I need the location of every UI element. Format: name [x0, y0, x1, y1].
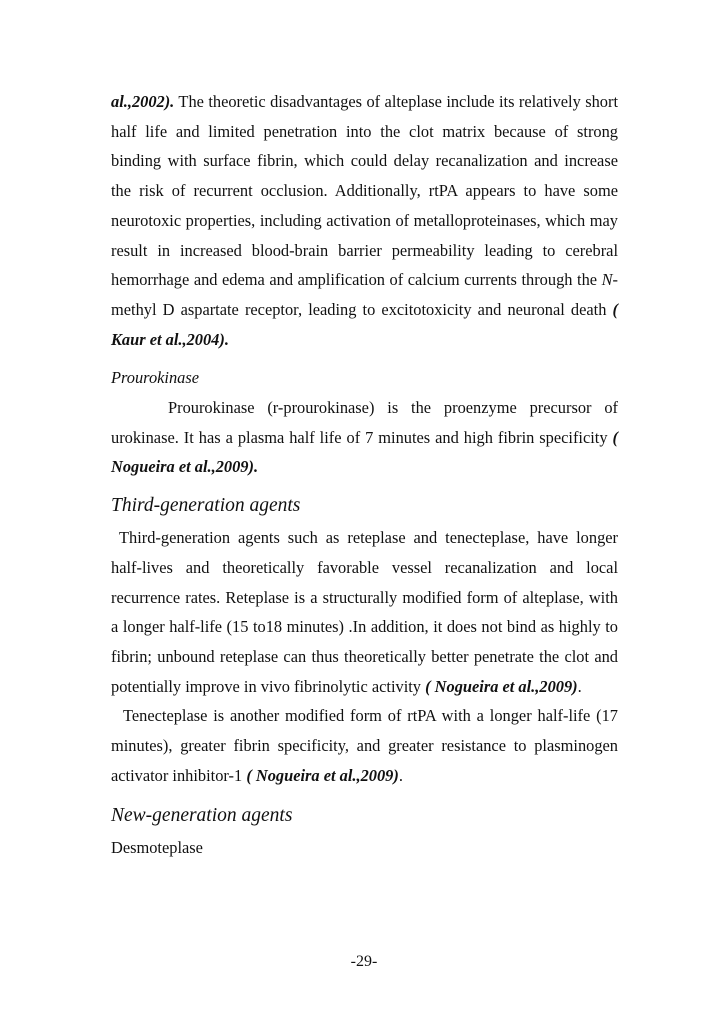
- paragraph-third-generation: [111, 523, 618, 701]
- document-page: [111, 87, 618, 863]
- italic-text: N: [601, 270, 613, 290]
- page-number: -29-: [350, 953, 378, 970]
- subheading-desmoteplase: Desmoteplase: [111, 838, 203, 858]
- citation: ( Nogueira et al.,2009): [246, 765, 399, 785]
- heading-third-generation-agents: Third-generation agents: [111, 495, 301, 517]
- paragraph-text: Tenecteplase is another modified form of rtPA with a longer half-life (17 minutes), greater fibrin specificity, and greater resistance to plasminogen activator inhibitor-1: [111, 706, 618, 785]
- heading-new-generation-agents: New-generation agents: [111, 805, 293, 827]
- citation: ( Kaur et al.,2004).: [111, 299, 618, 349]
- citation: al.,2002).: [111, 92, 175, 111]
- citation: ( Nogueira et al.,2009): [425, 676, 578, 696]
- paragraph-text: .: [577, 676, 582, 696]
- paragraph-text: Third-generation agents such as reteplase and tenecteplase, have longer half-lives and theoretically favorable vessel recanalization and local recurrence rates. Reteplase is a structurally modified form of alteplase, with a longer half-life (15 to18 minutes) .In addition, it does not bind as highly to fibrin; unbound reteplase can thus theoretically better penetrate the clot and potentially improve in vivo fibrinolytic activity: [111, 528, 618, 696]
- paragraph-alteplase-disadvantages: [111, 87, 618, 354]
- paragraph-text: .: [398, 765, 403, 785]
- paragraph-tenecteplase: [111, 701, 618, 790]
- paragraph-text: Prourokinase (r-prourokinase) is the proenzyme precursor of urokinase. It has a plasma half life of 7 minutes and high fibrin specificity: [111, 398, 618, 447]
- paragraph-text: -methyl D aspartate receptor, leading to excitotoxicity and neuronal death: [111, 270, 618, 319]
- paragraph-text: The theoretic disadvantages of alteplase include its relatively short half life and limited penetration into the clot matrix because of strong binding with surface fibrin, which could delay recanalization and increase the risk of recurrent occlusion. Additionally, rtPA appears to have some neurotoxic properties, including activation of metalloproteinases, which may result in increased blood-brain barrier permeability leading to cerebral hemorrhage and edema and amplification of calcium currents through the: [111, 92, 618, 290]
- citation: ( Nogueira et al.,2009).: [111, 427, 618, 477]
- subheading-prourokinase: Prourokinase: [111, 368, 200, 388]
- paragraph-prourokinase: [111, 393, 618, 482]
